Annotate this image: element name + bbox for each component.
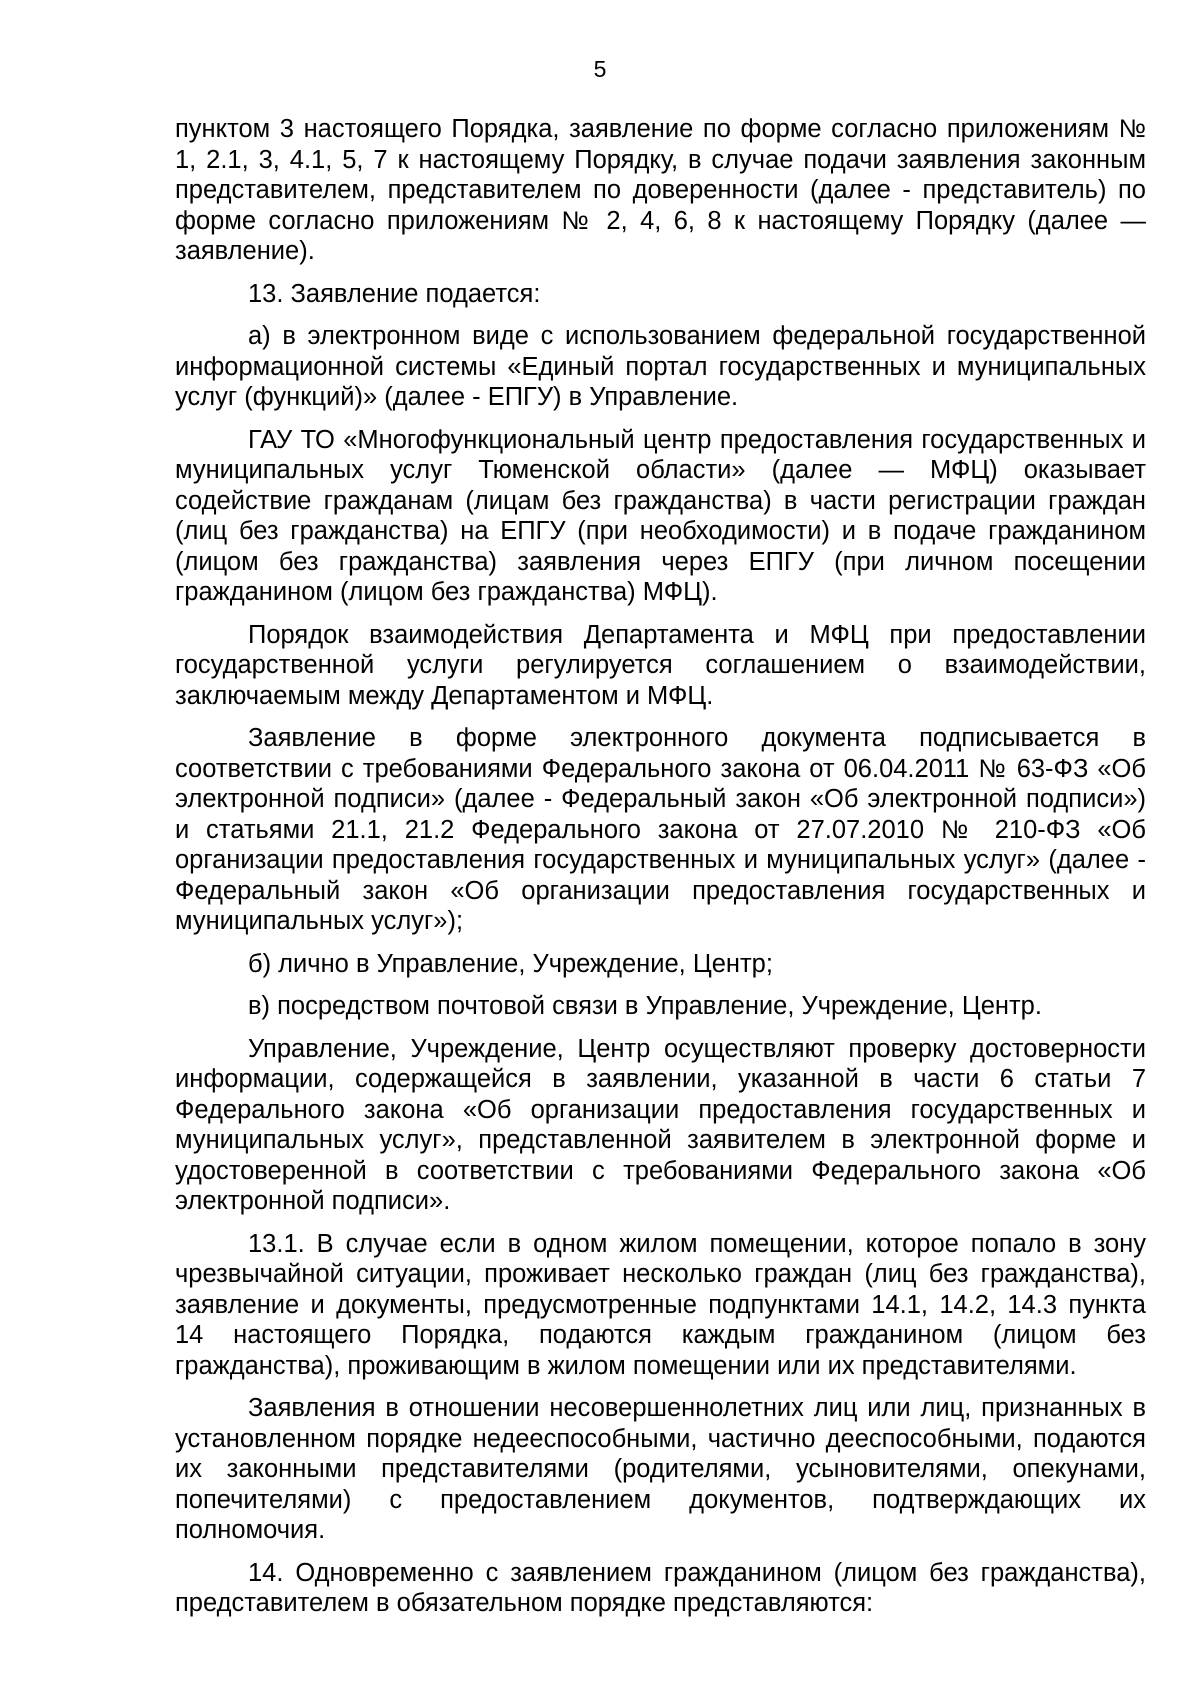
paragraph-mfc: ГАУ ТО «Многофункциональный центр предоставления государственных и муниципальных услуг Тюменской области» (далее — МФЦ) оказывает содействие гражданам (лицам без гражданства) в части регистрации граждан (лиц без гражданства) на ЕПГУ (при необходимости) и в подаче гражданином (лицом без гражданства) заявления через ЕПГУ (при личном посещении гражданином (лицом без гражданства) МФЦ). <box>175 425 1146 606</box>
paragraph-interaction-order: Порядок взаимодействия Департамента и МФЦ при предоставлении государственной услуги регулируется соглашением о взаимодействии, заключаемым между Департаментом и МФЦ. <box>175 620 1146 710</box>
page-number: 5 <box>593 56 607 82</box>
paragraph-13-b: б) лично в Управление, Учреждение, Центр; <box>248 949 773 978</box>
paragraph-verification: Управление, Учреждение, Центр осуществляют проверку достоверности информации, содержащейся в заявлении, указанной в части 6 статьи 7 Федерального закона «Об организации предоставления государственных и муниципальных услуг», представленной заявителем в электронной форме и удостоверенной в соответствии с требованиями Федерального закона «Об электронной подписи». <box>175 1034 1146 1215</box>
paragraph-14: 14. Одновременно с заявлением гражданином (лицом без гражданства), представителем в обязательном порядке представляются: <box>175 1558 1146 1617</box>
paragraph-13-1: 13.1. В случае если в одном жилом помещении, которое попало в зону чрезвычайной ситуации, проживает несколько граждан (лиц без гражданства), заявление и документы, предусмотренные подпунктами 14.1, 14.2, 14.3 пункта 14 настоящего Порядка, подаются каждым гражданином (лицом без гражданства), проживающим в жилом помещении или их представителями. <box>175 1229 1146 1380</box>
paragraph-continuation: пунктом 3 настоящего Порядка, заявление по форме согласно приложениям № 1, 2.1, 3, 4.1, 5, 7 к настоящему Порядку, в случае подачи заявления законным представителем, представителем по доверенности (далее - представитель) по форме согласно приложениям № 2, 4, 6, 8 к настоящему Порядку (далее — заявление). <box>175 115 1146 265</box>
paragraph-electronic-signature: Заявление в форме электронного документа подписывается в соответствии с требованиями Федерального закона от 06.04.2011 № 63-ФЗ «Об электронной подписи» (далее - Федеральный закон «Об электронной подписи») и статьями 21.1, 21.2 Федерального закона от 27.07.2010 № 210-ФЗ «Об организации предоставления государственных и муниципальных услуг» (далее - Федеральный закон «Об организации предоставления государственных и муниципальных услуг»); <box>175 724 1146 935</box>
paragraph-13-v: в) посредством почтовой связи в Управление, Учреждение, Центр. <box>248 992 1042 1020</box>
document-body <box>175 114 1146 1631</box>
paragraph-13: 13. Заявление подается: <box>248 279 541 308</box>
paragraph-13-a: а) в электронном виде с использованием федеральной государственной информационной системы «Единый портал государственных и муниципальных услуг (функций)» (далее - ЕПГУ) в Управление. <box>175 322 1146 411</box>
paragraph-minors: Заявления в отношении несовершеннолетних лиц или лиц, признанных в установленном порядке недееспособными, частично дееспособными, подаются их законными представителями (родителями, усыновителями, опекунами, попечителями) с предоставлением документов, подтверждающих их полномочия. <box>175 1394 1146 1544</box>
